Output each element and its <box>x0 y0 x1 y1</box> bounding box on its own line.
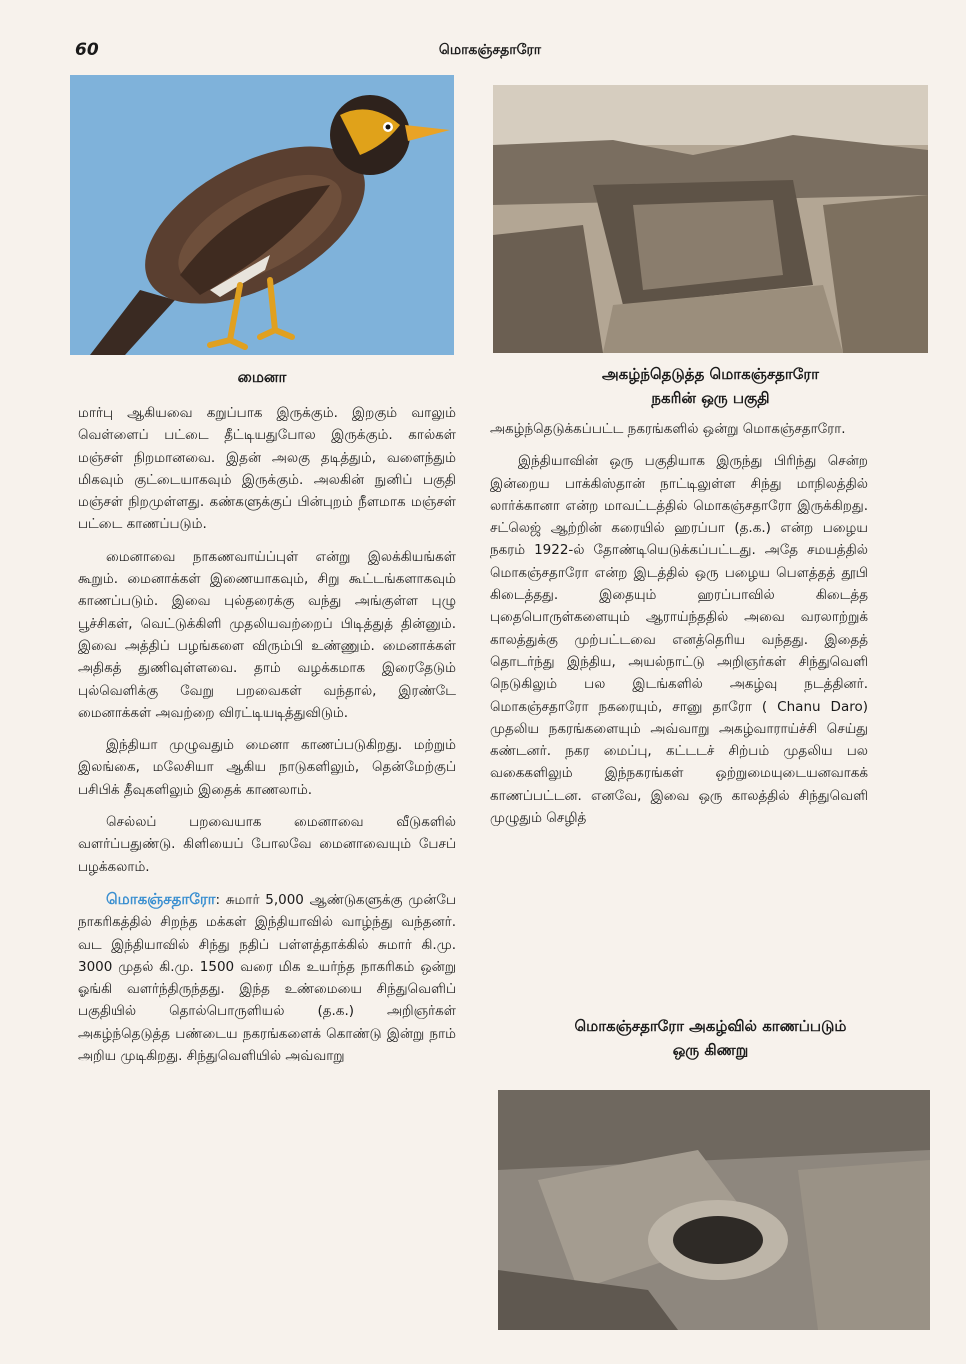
ruins-caption <box>493 362 928 410</box>
well-caption-line1: மொகஞ்சதாரோ அகழ்வில் காணப்படும் <box>574 1017 847 1035</box>
page-number: 60 <box>75 40 99 60</box>
section-heading: மொகஞ்சதாரோ <box>106 889 216 908</box>
right-column <box>490 418 868 839</box>
paragraph: மைனாவை நாகணவாய்ப்புள் என்று இலக்கியங்கள் கூறும். மைனாக்கள் இணையாகவும், சிறு கூட்டங்களாகவும் காணப்படும். இவை புல்தரைக்கு வந்து அங்குள்ள புழு பூச்சிகள், வெட்டுக்கிளி முதலியவற்றைப் பிடித்துத் தின்னும். இவை அத்திப் பழங்களை விரும்பி உண்ணும். மைனாக்கள் அதிகத் துணிவுள்ளவை. தாம் வழக்கமாக இரைதேடும் புல்வெளிக்கு வேறு பறவைகள் வந்தால், இரண்டே மைனாக்கள் அவற்றை விரட்டியடித்துவிடும். <box>78 548 456 721</box>
ruins-photo <box>493 85 928 353</box>
left-column <box>78 402 456 1077</box>
bird-caption: மைனா <box>237 368 287 386</box>
well-photo <box>498 1090 930 1330</box>
paragraph-text: : சுமார் 5,000 ஆண்டுகளுக்கு முன்பே நாகரிகத்தில் சிறந்த மக்கள் இந்தியாவில் வாழ்ந்து வந்தனர். வட இந்தியாவில் சிந்து நதிப் பள்ளத்தாக்கில் சுமார் கி.மு. 3000 முதல் கி.மு. 1500 வரை மிக உயர்ந்த நாகரிகம் ஒன்று ஓங்கி வளர்ந்திருந்தது. இந்த உண்மையை சிந்துவெளிப் பகுதியில் தொல்பொருளியல் (த.க.) அறிஞர்கள் அகழ்ந்தெடுத்த பண்டைய நகரங்களைக் கொண்டு இன்று நாம் அறிய முடிகிறது. சிந்துவெளியில் அவ்வாறு <box>78 891 456 1065</box>
paragraph <box>78 888 456 1067</box>
paragraph: அகழ்ந்தெடுக்கப்பட்ட நகரங்களில் ஒன்று மொகஞ்சதாரோ. <box>490 421 846 437</box>
paragraph: இந்தியாவின் ஒரு பகுதியாக இருந்து பிரிந்து சென்ற இன்றைய பாக்கிஸ்தான் நாட்டிலுள்ள சிந்து மாநிலத்தில் லார்க்கானா என்ற மாவட்டத்தில் மொகஞ்சதாரோ இருக்கிறது. சட்லெஜ் ஆற்றின் கரையில் ஹரப்பா (த.க.) என்ற பழைய நகரம் 1922-ல் தோண்டியெடுக்கப்பட்டது. அதே சமயத்தில் மொகஞ்சதாரோ என்ற இடத்தில் ஒரு பழைய பௌத்தத் தூபி கிடைத்தது. இதையும் ஹரப்பாவில் கிடைத்த புதைபொருள்களையும் ஆராய்ந்ததில் அவை வரலாற்றுக் காலத்துக்கு முற்பட்டவை எனத்தெரிய வந்தது. இதைத் தொடர்ந்து இந்திய, அயல்நாட்டு அறிஞர்கள் சிந்துவெளி நெடுகிலும் பல இடங்களில் அகழ்வு நடத்தினர். மொகஞ்சதாரோ நகரையும், சானு தாரோ ( Chanu Daro) முதலிய நகரங்களையும் அவ்வாறு அகழ்வாராய்ச்சி செய்து கண்டனர். நகர மைப்பு, கட்டடச் சிற்பம் முதலிய பல வகைகளிலும் இந்நகரங்கள் ஒற்றுமையுடையனவாகக் காணப்பட்டன. எனவே, இவை ஒரு காலத்தில் சிந்துவெளி முழுதும் செழித் <box>490 453 868 827</box>
myna-bird-image <box>70 75 454 355</box>
paragraph: இந்தியா முழுவதும் மைனா காணப்படுகிறது. மற்றும் இலங்கை, மலேசியா ஆகிய நாடுகளிலும், தென்மேற்குப் பசிபிக் தீவுகளிலும் இதைக் காணலாம். <box>78 737 456 798</box>
well-caption <box>493 1014 928 1062</box>
well-caption-line2: ஒரு கிணறு <box>672 1041 749 1059</box>
ruins-caption-line1: அகழ்ந்தெடுத்த மொகஞ்சதாரோ <box>602 365 819 383</box>
paragraph: செல்லப் பறவையாக மைனாவை வீடுகளில் வளர்ப்பதுண்டு. கிளியைப் போலவே மைனாவையும் பேசப் பழக்கலாம். <box>78 814 456 875</box>
running-header: மொகஞ்சதாரோ <box>438 42 542 58</box>
paragraph: மார்பு ஆகியவை கறுப்பாக இருக்கும். இறகும் வாலும் வெள்ளைப் பட்டை தீட்டியதுபோல இருக்கும். கால்கள் மஞ்சள் நிறமானவை. இதன் அலகு தடித்தும், வளைந்தும் மிகவும் குட்டையாகவும் இருக்கும். அலகின் நுனிப் பகுதி மஞ்சள் நிறமுள்ளது. கண்களுக்குப் பின்புறம் நீளமாக மஞ்சள் பட்டை காணப்படும். <box>78 405 456 533</box>
ruins-caption-line2: நகரின் ஒரு பகுதி <box>651 389 770 407</box>
